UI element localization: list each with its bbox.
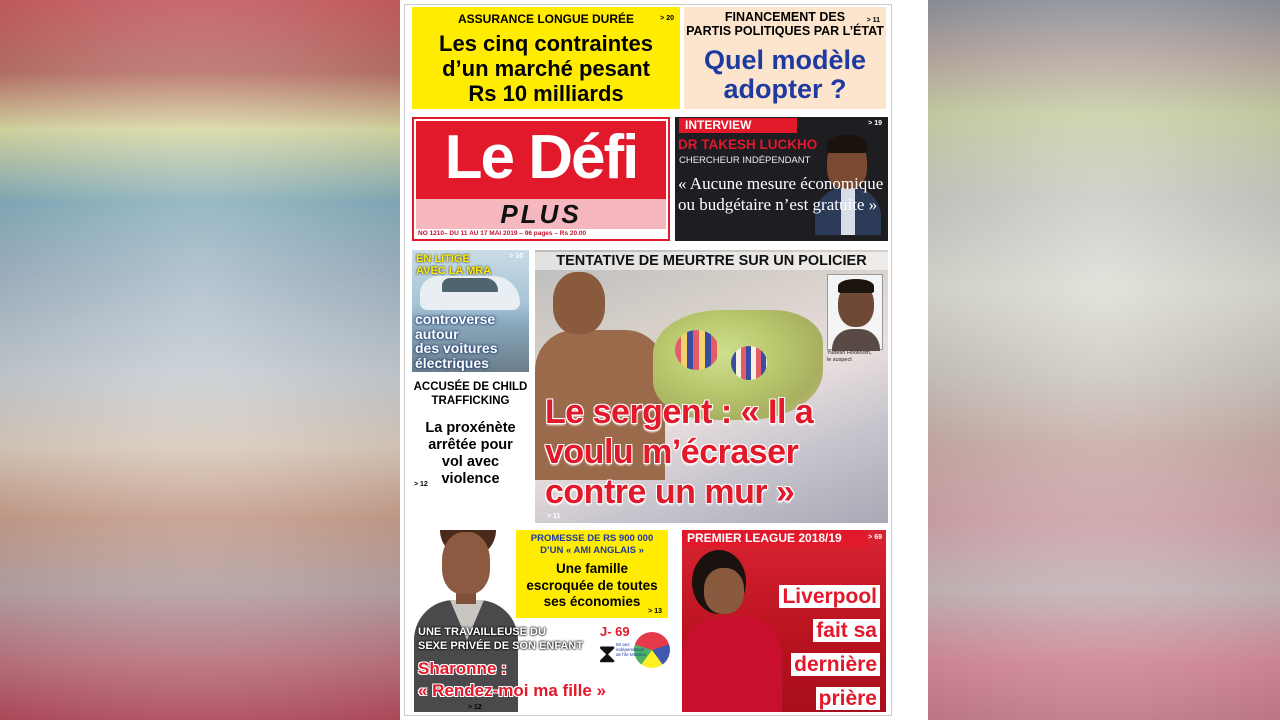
- interview-teaser[interactable]: [675, 117, 888, 241]
- premier-league-page-ref: > 69: [868, 534, 882, 541]
- masthead-title: Le Défi: [444, 123, 638, 192]
- pillow-pattern: [731, 346, 767, 380]
- scam-family-page-ref: > 13: [648, 608, 662, 615]
- party-funding-kicker: [684, 10, 886, 38]
- anniversary-logo-text: 50 ans indépendance de l'ile Maurice: [616, 642, 646, 657]
- main-story-headline-line: voulu m’écraser: [545, 433, 799, 471]
- premier-league-teaser[interactable]: [682, 530, 886, 712]
- insurance-kicker: ASSURANCE LONGUE DURÉE: [457, 12, 634, 26]
- electric-cars-kicker-line: AVEC LA MRA: [416, 265, 492, 277]
- worker-story-kicker-line: UNE TRAVAILLEUSE DU: [418, 626, 546, 638]
- child-trafficking-kicker: [412, 380, 529, 408]
- party-funding-teaser[interactable]: [684, 7, 886, 109]
- main-story-page-ref: > 11: [547, 513, 561, 520]
- electric-cars-headline-line: des voitures: [415, 340, 498, 356]
- electric-cars-headline: [415, 312, 497, 370]
- child-trafficking-headline-line: violence: [441, 471, 500, 487]
- suspect-photo: [827, 274, 883, 350]
- worker-story-headline-line: « Rendez-moi ma fille »: [418, 681, 606, 700]
- electric-cars-teaser[interactable]: [412, 250, 529, 372]
- scam-family-kicker-line: PROMESSE DE RS 900 000: [530, 533, 654, 544]
- interview-quote: « Aucune mesure économique ou budgétaire n’est gratuite »: [678, 174, 884, 214]
- main-story-headline-line: Le sergent : « Il a: [545, 393, 814, 431]
- electric-cars-page-ref: > 10: [509, 253, 523, 260]
- party-funding-headline-line: adopter ?: [723, 74, 847, 104]
- electric-cars-headline-line: électriques: [415, 354, 489, 371]
- interviewee-name: DR TAKESH LUCKHO: [678, 137, 818, 152]
- issue-info: NO 1210– DU 11 AU 17 MAI 2019 – 96 pages – Rs 20.00: [416, 229, 666, 239]
- worker-story-headline[interactable]: [418, 658, 678, 702]
- insurance-page-ref: > 20: [660, 15, 674, 22]
- suspect-caption-line: Yudesh Hoolloom,: [827, 350, 872, 356]
- party-funding-headline: [684, 46, 886, 104]
- child-trafficking-teaser[interactable]: [412, 380, 529, 488]
- party-funding-page-ref: > 11: [866, 17, 880, 24]
- premier-league-headline: [750, 580, 880, 712]
- insurance-headline-line: Les cinq contraintes: [439, 31, 653, 56]
- main-story-headline: [545, 392, 885, 512]
- electric-cars-headline-line: controverse: [415, 311, 496, 327]
- electric-cars-headline-line: autour: [415, 325, 459, 342]
- player-photo-face: [704, 568, 744, 614]
- hourglass-icon: ⧗: [598, 638, 617, 668]
- woman-face: [442, 532, 490, 594]
- premier-league-headline-line: [750, 580, 880, 614]
- premier-league-headline-text: fait sa: [813, 619, 880, 642]
- masthead-subtitle: PLUS: [500, 199, 582, 229]
- worker-story-headline-line: Sharonne :: [418, 659, 507, 678]
- blurred-background-left: [0, 0, 400, 720]
- interviewee-role: CHERCHEUR INDÉPENDANT: [679, 155, 811, 166]
- interview-page-ref: > 19: [868, 120, 882, 127]
- countdown-label: J- 69: [600, 624, 630, 639]
- insurance-headline-line: Rs 10 milliards: [468, 81, 624, 106]
- suspect-caption-line: le suspect: [827, 357, 852, 363]
- party-funding-kicker-line: PARTIS POLITIQUES PAR L’ÉTAT: [686, 24, 884, 38]
- worker-story-kicker[interactable]: [418, 626, 618, 653]
- patient-photo-head: [553, 272, 605, 334]
- premier-league-tag: PREMIER LEAGUE 2018/19: [682, 530, 868, 547]
- premier-league-headline-text: prière: [816, 687, 880, 710]
- child-trafficking-headline: [412, 420, 529, 488]
- premier-league-headline-line: [750, 614, 880, 648]
- main-story[interactable]: [535, 250, 888, 523]
- blurred-background-right: [928, 0, 1280, 720]
- scam-family-teaser[interactable]: [516, 530, 668, 618]
- child-trafficking-kicker-line: ACCUSÉE DE CHILD: [413, 381, 528, 393]
- child-trafficking-kicker-line: TRAFFICKING: [431, 395, 510, 407]
- child-trafficking-headline-line: La proxénète: [425, 420, 516, 436]
- scam-family-kicker: [516, 533, 668, 557]
- electric-cars-kicker-line: EN LITIGE: [416, 253, 470, 265]
- suspect-hair: [838, 279, 874, 293]
- premier-league-headline-text: Liverpool: [779, 585, 880, 608]
- scam-family-headline-line: ses économies: [543, 594, 641, 609]
- party-funding-kicker-line: FINANCEMENT DES: [724, 10, 846, 24]
- scam-family-headline: [516, 561, 668, 611]
- insurance-teaser[interactable]: [412, 7, 680, 109]
- scam-family-headline-line: escroquée de toutes: [526, 577, 658, 593]
- car-photo-window: [442, 278, 498, 292]
- insurance-headline-line: d’un marché pesant: [442, 56, 650, 81]
- premier-league-headline-text: dernière: [791, 653, 880, 676]
- worker-story-page-ref: > 12: [468, 704, 482, 711]
- suspect-shoulders: [832, 329, 880, 351]
- photo-hair: [827, 135, 867, 153]
- child-trafficking-headline-line: arrêtée pour: [428, 437, 513, 453]
- worker-story-kicker-line: SEXE PRIVÉE DE SON ENFANT: [418, 639, 584, 652]
- scam-family-headline-line: Une famille: [555, 561, 629, 576]
- suspect-caption: [827, 350, 872, 364]
- scam-family-kicker-line: D’UN « AMI ANGLAIS »: [540, 545, 644, 556]
- child-trafficking-page-ref: > 12: [414, 481, 428, 488]
- premier-league-headline-line: [750, 648, 880, 682]
- insurance-headline: [412, 31, 680, 106]
- party-funding-headline-line: Quel modèle: [703, 45, 867, 75]
- pillow-pattern: [675, 330, 719, 370]
- electric-cars-kicker: [416, 253, 491, 277]
- main-story-kicker: TENTATIVE DE MEURTRE SUR UN POLICIER: [535, 252, 888, 270]
- masthead-logo: [412, 117, 670, 241]
- child-trafficking-headline-line: vol avec: [441, 454, 500, 470]
- premier-league-headline-line: [750, 682, 880, 712]
- interview-tag: INTERVIEW: [679, 118, 797, 133]
- main-story-headline-line: contre un mur »: [545, 473, 795, 511]
